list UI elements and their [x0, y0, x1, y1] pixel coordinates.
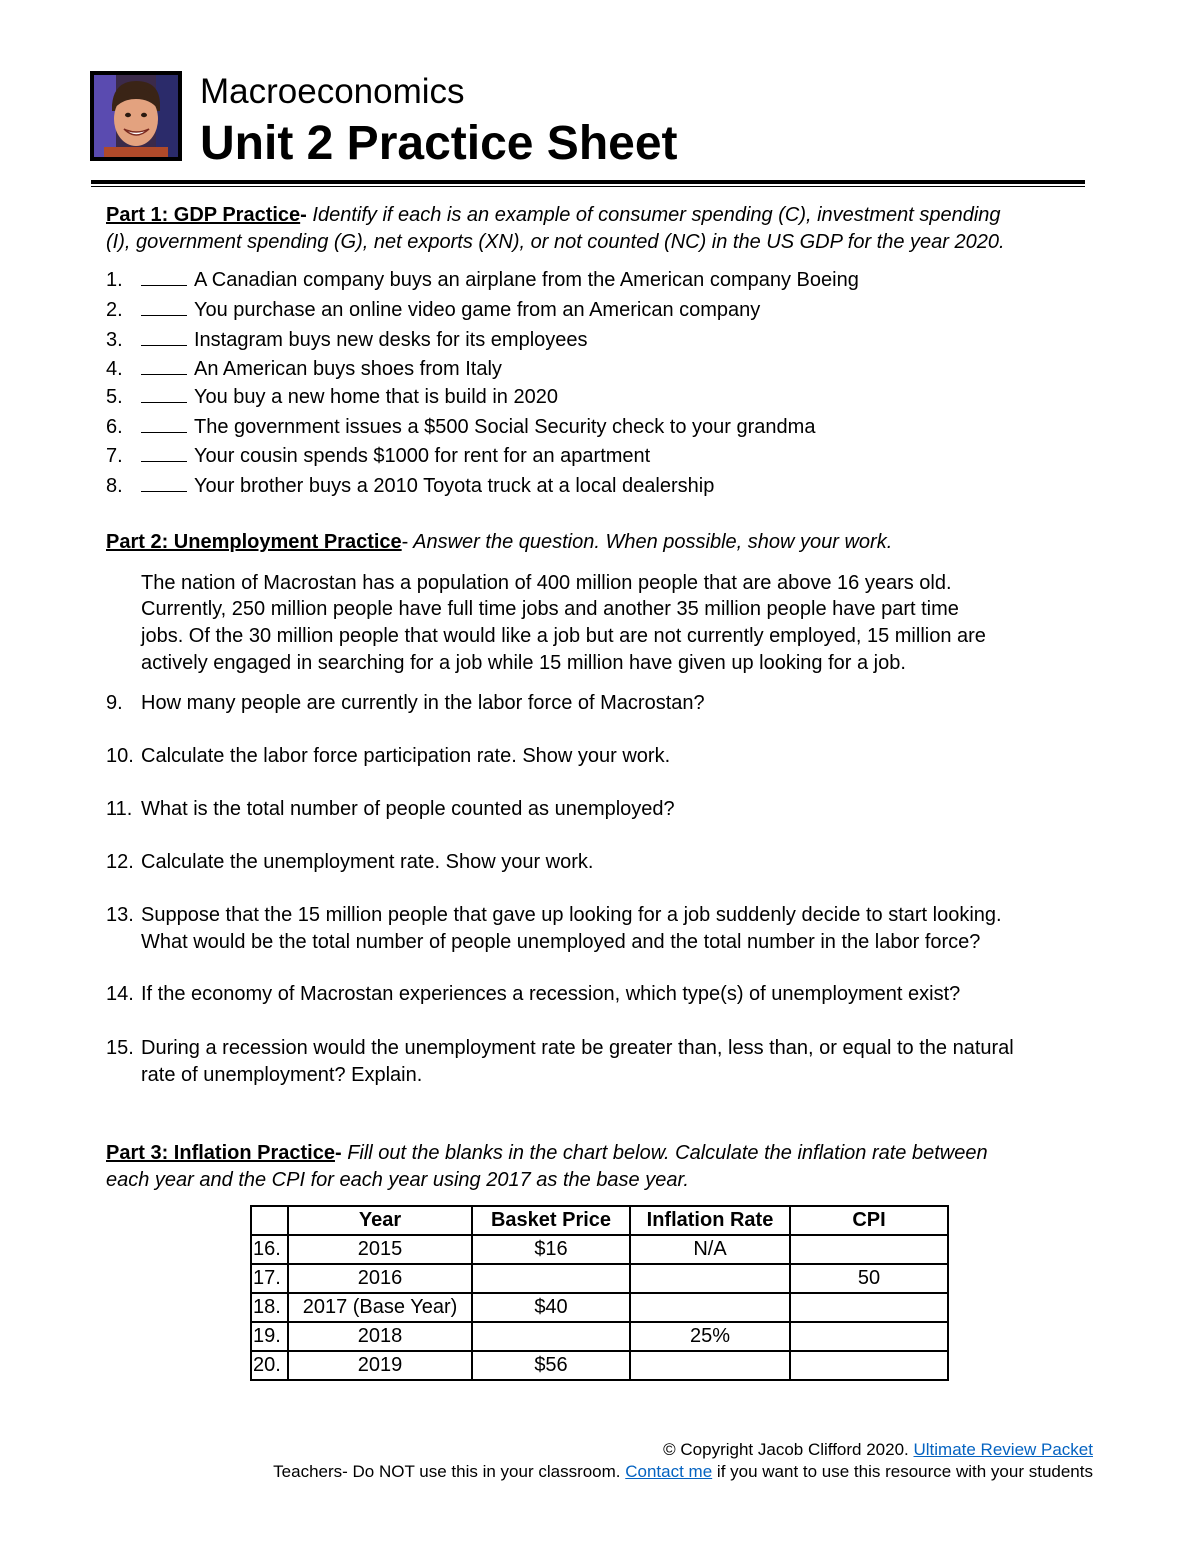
- scenario-line: The nation of Macrostan has a population of 400 million people that are above 16 years old.: [141, 572, 952, 594]
- answer-blank[interactable]: [141, 443, 187, 462]
- cpi-cell[interactable]: [790, 1235, 948, 1264]
- header-divider-thin: [91, 186, 1085, 187]
- item-text: [141, 443, 650, 470]
- part2-heading: Part 2: Unemployment Practice: [106, 531, 402, 553]
- inflation-table: [250, 1205, 949, 1381]
- item-number: 5.: [106, 386, 123, 408]
- question-number: 12.: [106, 851, 134, 873]
- item-number: 2.: [106, 299, 123, 321]
- question-text: Calculate the unemployment rate. Show your work.: [141, 851, 594, 873]
- item-label: You purchase an online video game from an American company: [194, 299, 761, 321]
- part1-instructions-line1: Identify if each is an example of consumer spending (C), investment spending: [306, 204, 1001, 226]
- course-name: Macroeconomics: [200, 72, 465, 111]
- answer-blank[interactable]: [141, 356, 187, 375]
- teachers-notice-prefix: Teachers- Do NOT use this in your classroom.: [273, 1462, 626, 1481]
- inflation-rate-cell[interactable]: [630, 1293, 790, 1322]
- question-text: If the economy of Macrostan experiences a recession, which type(s) of unemployment exist?: [141, 983, 961, 1005]
- year-cell: 2015: [288, 1235, 472, 1264]
- item-label: You buy a new home that is build in 2020: [194, 386, 558, 408]
- question-text: Calculate the labor force participation rate. Show your work.: [141, 745, 671, 767]
- question-number: 10.: [106, 745, 134, 767]
- cpi-cell[interactable]: [790, 1293, 948, 1322]
- cpi-cell[interactable]: [790, 1351, 948, 1380]
- part3-intro-line1: [106, 1140, 988, 1167]
- contact-me-link[interactable]: Contact me: [625, 1462, 713, 1481]
- answer-blank[interactable]: [141, 473, 187, 492]
- cpi-cell[interactable]: [790, 1322, 948, 1351]
- item-number: 8.: [106, 475, 123, 497]
- ultimate-review-packet-link[interactable]: Ultimate Review Packet: [913, 1440, 1093, 1459]
- row-number: 20.: [251, 1351, 288, 1380]
- copyright-line: [663, 1439, 1093, 1461]
- part2-instructions: Answer the question. When possible, show your work.: [408, 531, 893, 553]
- table-row: [251, 1235, 948, 1264]
- part3-heading: Part 3: Inflation Practice: [106, 1142, 335, 1164]
- inflation-rate-cell: 25%: [630, 1322, 790, 1351]
- item-number: 4.: [106, 358, 123, 380]
- item-number: 7.: [106, 445, 123, 467]
- part1-heading: Part 1: GDP Practice: [106, 204, 301, 226]
- basket-price-cell[interactable]: [472, 1322, 630, 1351]
- question-number: 13.: [106, 904, 134, 926]
- part1-intro-line1: [106, 202, 1001, 229]
- row-number: 19.: [251, 1322, 288, 1351]
- teachers-notice-suffix: if you want to use this resource with your students: [712, 1462, 1093, 1481]
- inflation-rate-cell[interactable]: [630, 1264, 790, 1293]
- header-cell-year: Year: [288, 1206, 472, 1235]
- answer-blank[interactable]: [141, 414, 187, 433]
- item-label: Instagram buys new desks for its employees: [194, 329, 588, 351]
- table-header-row: [251, 1206, 948, 1235]
- part1-instructions-line2: (I), government spending (G), net exports (XN), or not counted (NC) in the US GDP for the year 2020.: [106, 231, 1005, 253]
- question-number: 14.: [106, 983, 134, 1005]
- basket-price-cell: $16: [472, 1235, 630, 1264]
- item-text: [141, 267, 859, 294]
- answer-blank[interactable]: [141, 267, 187, 286]
- header-cell-number: [251, 1206, 288, 1235]
- question-text: Suppose that the 15 million people that gave up looking for a job suddenly decide to start looking.: [141, 904, 1002, 926]
- table-row: [251, 1322, 948, 1351]
- item-label: Your cousin spends $1000 for rent for an apartment: [194, 445, 651, 467]
- question-number: 9.: [106, 692, 123, 714]
- question-text: During a recession would the unemployment rate be greater than, less than, or equal to the natural: [141, 1037, 1014, 1059]
- item-label: The government issues a $500 Social Security check to your grandma: [194, 416, 816, 438]
- year-cell: 2016: [288, 1264, 472, 1293]
- row-number: 16.: [251, 1235, 288, 1264]
- year-cell: 2019: [288, 1351, 472, 1380]
- table-row: [251, 1351, 948, 1380]
- part3-instructions-line1: Fill out the blanks in the chart below. Calculate the inflation rate between: [341, 1142, 988, 1164]
- author-photo: [90, 71, 182, 161]
- inflation-rate-cell[interactable]: [630, 1351, 790, 1380]
- copyright-text: © Copyright Jacob Clifford 2020.: [663, 1440, 914, 1459]
- author-portrait-image: [94, 75, 178, 157]
- part3-heading-dash: -: [334, 1142, 342, 1164]
- question-text-continued: rate of unemployment? Explain.: [141, 1064, 423, 1086]
- basket-price-cell: $40: [472, 1293, 630, 1322]
- question-text: What is the total number of people counted as unemployed?: [141, 798, 675, 820]
- item-text: [141, 414, 815, 441]
- table-row: [251, 1293, 948, 1322]
- scenario-line: actively engaged in searching for a job while 15 million have given up looking for a job.: [141, 652, 906, 674]
- item-label: Your brother buys a 2010 Toyota truck at a local dealership: [194, 475, 715, 497]
- answer-blank[interactable]: [141, 327, 187, 346]
- header-cell-basket-price: Basket Price: [472, 1206, 630, 1235]
- item-label: An American buys shoes from Italy: [194, 358, 502, 380]
- item-text: [141, 297, 760, 324]
- item-text: [141, 473, 714, 500]
- scenario-line: Currently, 250 million people have full time jobs and another 35 million people have part time: [141, 598, 959, 620]
- page-title: Unit 2 Practice Sheet: [200, 117, 678, 170]
- header-cell-cpi: CPI: [790, 1206, 948, 1235]
- item-text: [141, 356, 502, 383]
- question-number: 15.: [106, 1037, 134, 1059]
- header-cell-inflation-rate: Inflation Rate: [630, 1206, 790, 1235]
- answer-blank[interactable]: [141, 297, 187, 316]
- item-label: A Canadian company buys an airplane from the American company Boeing: [194, 269, 859, 291]
- part2-intro: [106, 529, 892, 556]
- question-number: 11.: [106, 798, 133, 820]
- teachers-notice: [273, 1461, 1093, 1483]
- item-number: 6.: [106, 416, 123, 438]
- part2-heading-dash: -: [401, 531, 409, 553]
- basket-price-cell: $56: [472, 1351, 630, 1380]
- item-number: 1.: [106, 269, 123, 291]
- year-cell: 2017 (Base Year): [288, 1293, 472, 1322]
- item-text: [141, 384, 558, 411]
- question-text-continued: What would be the total number of people unemployed and the total number in the labor force?: [141, 931, 981, 953]
- question-text: How many people are currently in the labor force of Macrostan?: [141, 692, 705, 714]
- part3-instructions-line2: each year and the CPI for each year using 2017 as the base year.: [106, 1169, 689, 1191]
- table-row: [251, 1264, 948, 1293]
- row-number: 17.: [251, 1264, 288, 1293]
- basket-price-cell[interactable]: [472, 1264, 630, 1293]
- header-divider-thick: [91, 180, 1085, 184]
- scenario-line: jobs. Of the 30 million people that would like a job but are not currently employed, 15 million are: [141, 625, 986, 647]
- item-text: [141, 327, 588, 354]
- inflation-rate-cell: N/A: [630, 1235, 790, 1264]
- cpi-cell: 50: [790, 1264, 948, 1293]
- item-number: 3.: [106, 329, 123, 351]
- part1-heading-dash: -: [300, 204, 307, 226]
- year-cell: 2018: [288, 1322, 472, 1351]
- row-number: 18.: [251, 1293, 288, 1322]
- answer-blank[interactable]: [141, 384, 187, 403]
